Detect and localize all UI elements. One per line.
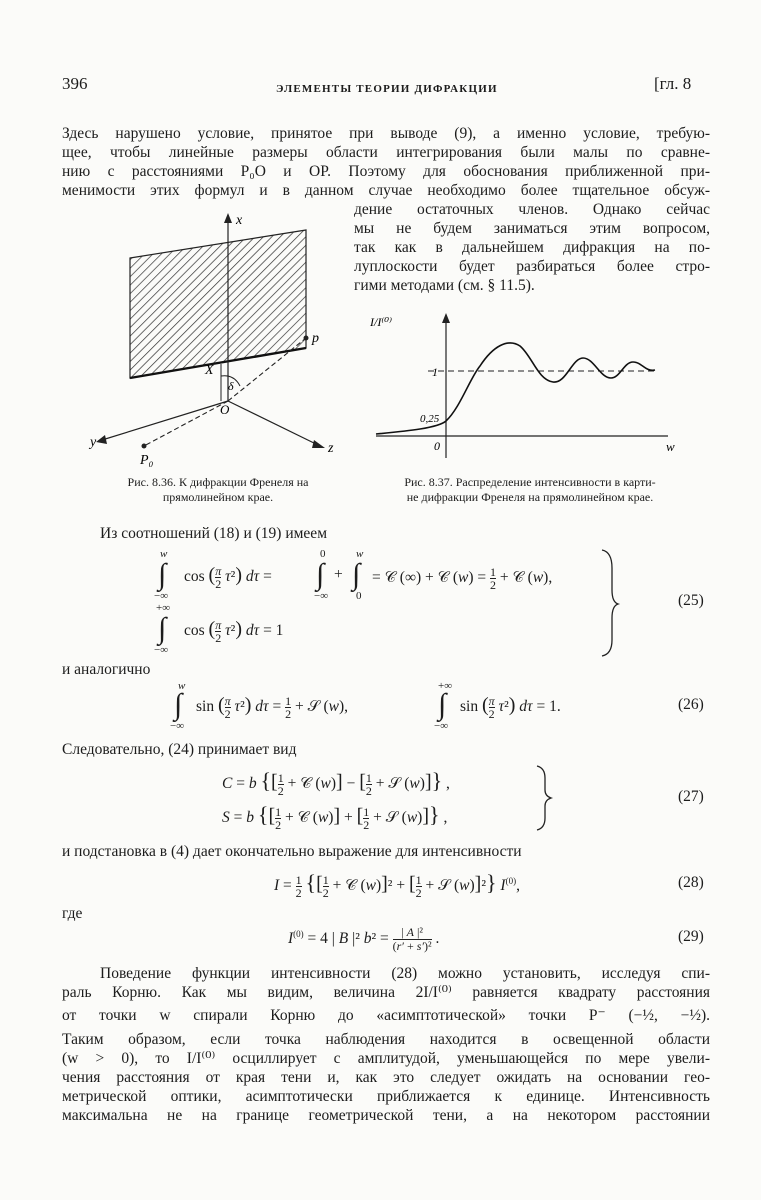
text-line: луплоскости будет разбираться более стро- [354,258,710,275]
text-line: (w > 0), то I/I⁽⁰⁾ осциллирует с амплитудой, уменьшающейся по мере увели- [62,1050,710,1067]
y-axis [102,401,228,440]
caption-line: Рис. 8.36. К дифракции Френеля на [127,475,309,489]
equation-25-number: (25) [678,592,704,609]
equation-29-number: (29) [678,928,704,945]
origin-label: 0 [434,439,440,453]
caption-line: прямолинейном крае. [162,490,274,504]
text-line: от точки w спирали Корню до «асимптотической» точки P⁻ (−½, −½). [62,1007,710,1024]
text-line: где [62,905,83,922]
text-line: Поведение функции интенсивности (28) можно установить, исследуя спи- [100,965,710,982]
ylabel: I/I⁽⁰⁾ [370,315,393,329]
equation-27: C = b {[1 2 + 𝒞 (w)] − [1 2 + 𝒮 (w)]} , S = b {[1 2 + 𝒞 (w)] + [1 2 + 𝒮 (w)]} , [222,768,450,832]
equation-27-brace [534,764,554,832]
equation-26: w ∫ −∞ $\sin (\frac{\pi}{2} \tau^2) d\tau = 1$ 2 + 𝒮 (w), +∞ ∫ −∞ $\sin (\frac{\pi}{2} \tau^2) d\tau = 1$. [170,680,561,732]
chapter-marker: [гл. 8 [654,74,692,93]
text-line: и аналогично [62,661,151,678]
equation-25-brace [598,548,622,658]
text-line: раль Корню. Как мы видим, величина 2I/I⁽⁰⁾ равняется квадрату расстояния [62,984,710,1001]
point-p0-label: P₀ [140,453,154,468]
x-axis-label: x [236,213,243,228]
text-line: чения расстояния от края тени и, как это следует ожидать на основании гео- [62,1069,710,1086]
text-line: максимальна не на границе геометрической тени, а на некотором расстоянии [62,1107,710,1124]
equation-26-number: (26) [678,696,704,713]
text-line: Из соотношений (18) и (19) имеем [100,525,327,542]
text-line: Следовательно, (24) принимает вид [62,741,297,758]
equation-25: w ∫ −∞ $\cos (\frac{\pi}{2} \tau^2) d\tau$ = 0 ∫ −∞ + w ∫ 0 = 𝒞 (∞) + 𝒞 (w) = 1 2 + 𝒞 (w), +∞ ∫ −∞ $\cos (\frac{\pi}{2} \tau^2) d\tau = 1$ [154,548,553,656]
text-line: менимости этих формул и в данном случае необходимо более тщательное обсуж- [62,182,710,199]
intensity-curve [376,343,655,434]
z-axis [228,401,318,445]
equation-27-number: (27) [678,788,704,805]
point-p-label: p [312,331,319,346]
text-line: так как в дальнейшем дифракция на по- [354,239,710,256]
text-line: и подстановка в (4) дает окончательно выражение для интенсивности [62,843,522,860]
caption-line: Рис. 8.37. Распределение интенсивности в карти- [404,475,656,489]
running-title: ЭЛЕМЕНТЫ ТЕОРИИ ДИФРАКЦИИ [276,83,498,95]
text-line: гими методами (см. § 11.5). [354,277,535,294]
figure-8-36-diagram [88,208,350,470]
xlabel: w [666,439,675,454]
equation-28-number: (28) [678,874,704,891]
equation-29: $I^{(0)} = 4$ | B |² b² = | A |² (r′ + s′)² . [288,925,440,953]
figure-8-37-graph [368,308,698,468]
figure-8-37-caption [360,475,700,505]
equation-28: I = 1 2 {[1 2 + 𝒞 (w)]² + [1 2 + 𝒮 (w)]²} $I^{(0)}$, [274,870,520,900]
tick-label-one: 1 [432,365,438,379]
z-axis-label: z [328,441,334,456]
text-line: мы не будем заниматься этим вопросом, [354,220,710,237]
text-line: метрической оптики, асимптотически приближается к единице. Интенсивность [62,1088,710,1105]
text-line: щее, чтобы линейные размеры области интегрирования были малы по сравне- [62,144,710,161]
caption-line: не дифракции Френеля на прямолинейном крае. [406,490,654,504]
y-axis-label: y [90,435,97,450]
text-line: Таким образом, если точка наблюдения находится в освещенной области [62,1031,710,1048]
page-number: 396 [62,74,88,93]
delta-angle-label: δ [228,379,234,393]
figure-8-36-caption [88,475,348,505]
origin-label: O [220,402,230,417]
text-line: нию с расстояниями P₀O и OP. Поэтому для обоснования приближенной при- [62,163,710,180]
tick-label-025: 0,25 [420,413,440,425]
screen-half-plane [130,230,306,378]
text-line: дение остаточных членов. Однако сейчас [354,201,710,218]
edge-distance-label: X [205,363,214,378]
text-line: Здесь нарушено условие, принятое при выводе (9), а именно условие, требую- [62,125,710,142]
